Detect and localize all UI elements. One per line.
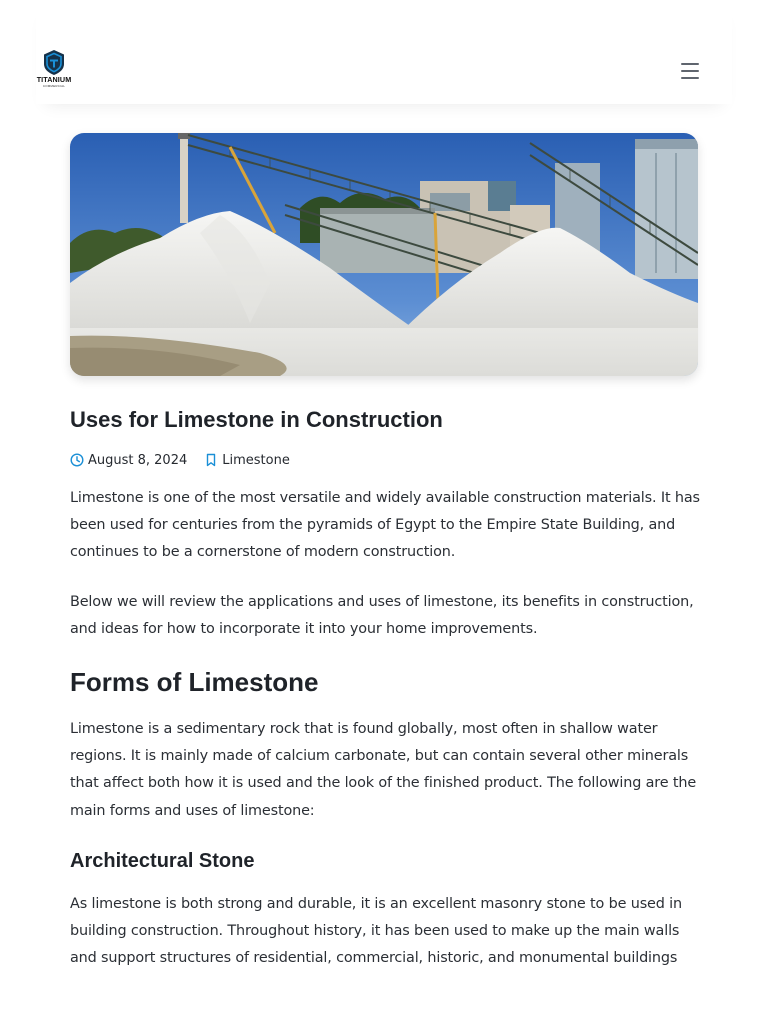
post-date: August 8, 2024 <box>88 452 188 468</box>
forms-paragraph: Limestone is a sedimentary rock that is found globally, most often in shallow water regions. It is mainly made of calcium carbonate, but can contain several other minerals that affect both how it is used and the look of the finished product. The following are the main forms and uses of limestone: <box>70 721 697 819</box>
post-meta <box>70 451 290 469</box>
hero-image <box>70 133 698 376</box>
architectural-stone-paragraph: As limestone is both strong and durable, it is an excellent masonry stone to be used in building construction. Throughout history, it has been used to make up the main walls and support structures of residential, commercial, historic, and monumental buildings <box>70 896 682 967</box>
architectural-stone-heading: Architectural Stone <box>70 850 255 872</box>
titanium-shield-logo-icon <box>36 49 72 76</box>
site-header <box>36 0 732 104</box>
clock-icon <box>70 453 84 467</box>
category-link[interactable]: Limestone <box>222 452 290 468</box>
post-category[interactable] <box>204 453 290 468</box>
logo-wordmark: TITANIUM <box>36 75 72 84</box>
post-title: Uses for Limestone in Construction <box>70 407 443 432</box>
intro-paragraph: Limestone is one of the most versatile and widely available construction materials. It has been used for centuries from the pyramids of Egypt to the Empire State Building, and continues to be a cornerstone of modern construction. <box>70 490 700 561</box>
bookmark-icon <box>204 453 218 467</box>
logo-subtitle: COMMERCIAL <box>42 84 66 88</box>
review-paragraph: Below we will review the applications and uses of limestone, its benefits in construction, and ideas for how to incorporate it into your home improvements. <box>70 594 694 638</box>
hamburger-menu-icon[interactable] <box>672 58 708 84</box>
site-logo[interactable] <box>36 49 72 91</box>
forms-heading: Forms of Limestone <box>70 667 319 697</box>
